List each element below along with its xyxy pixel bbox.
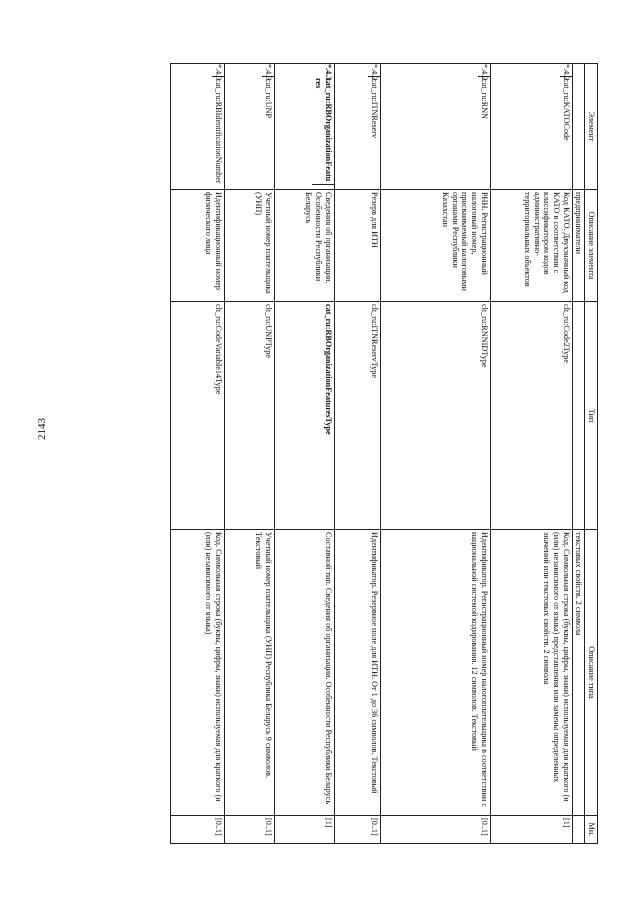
element-type: clt_ru:ITNReservType: [334, 302, 380, 530]
header-type-description: Описание типа: [585, 530, 598, 816]
type-description: Идентификатор. Резервное поле для ИТН. От 1 до 36 символов. Текстовый: [334, 530, 380, 816]
type-description: Составной тип. Сведения об организации. Особенности Республики Беларусь: [274, 530, 334, 816]
element-code: cat_ru:ITNReserv: [368, 76, 380, 189]
type-description: Идентификатор. Регистрационный номер налогоплательщика в соответствии с национальной системой кодирования. 12 символов. Текстовый: [380, 530, 490, 816]
element-number: *.4.3: [213, 64, 223, 81]
element-cell: [380, 64, 490, 190]
table-header-row: [585, 64, 598, 844]
header-element-description: Описание элемента: [585, 190, 598, 302]
multiplicity: [0..1]: [334, 816, 380, 844]
table-row: [334, 64, 380, 844]
continuation-multiplicity: [572, 816, 585, 844]
element-cell: [334, 64, 380, 190]
header-element: Элемент: [585, 64, 598, 190]
type-description: Учетный номер плательщика (УНП) Республика Беларусь 9 символов. Текстовый: [224, 530, 274, 816]
element-number: *.4.2: [369, 64, 379, 81]
table-row: [490, 64, 572, 844]
elements-table: [170, 63, 598, 844]
element-type: clt_ru:RNNIDType: [380, 302, 490, 530]
header-multiplicity: Мн.: [585, 816, 598, 844]
element-description: Учетный номер плательщика (УНП): [224, 190, 274, 302]
rotated-table-container: [88, 63, 598, 843]
element-number: *.4.2: [561, 64, 571, 81]
element-number: *.4.3: [263, 64, 273, 81]
type-description: Код. Символьная строка (буквы, цифры, знаки) используемая для краткого (и (или) независимого от языка) представления или замены определенных значений или текстовых свойств. 2 символа: [490, 530, 572, 816]
continuation-row: [572, 64, 585, 844]
continuation-element: [572, 64, 585, 190]
table-row: [380, 64, 490, 844]
element-number: *.4.2: [479, 64, 489, 81]
element-description: Идентификационный номер физического лица: [170, 190, 224, 302]
element-cell: [490, 64, 572, 190]
type-description: Код. Символьная строка (буквы, цифры, знаки) используемая для краткого (и (или) независимого от языка): [170, 530, 224, 816]
element-code: cat_ru:RNN: [478, 76, 490, 189]
multiplicity: [1]: [490, 816, 572, 844]
table-row-group: [274, 64, 334, 844]
element-type: clt_ru:CodeVariable14Type: [170, 302, 224, 530]
continuation-type: [572, 302, 585, 530]
element-description: Резерв для ИТН: [334, 190, 380, 302]
element-description: РНН. Регистрационный налоговый номер, присваиваемый налоговыми органами Республики Казахстан: [380, 190, 490, 302]
element-cell: [274, 64, 334, 190]
table-row: [170, 64, 224, 844]
page-number: 2143: [36, 418, 48, 440]
multiplicity: [0..1]: [380, 816, 490, 844]
element-code: cat_ru:KATOCode: [560, 76, 572, 189]
header-type: Тип: [585, 302, 598, 530]
element-cell: [224, 64, 274, 190]
element-description: Код КАТО. Двухзначный код КАТО в соответствии с классификатором кодов административно-территориальных объектов: [490, 190, 572, 302]
element-type: cat_ru:RBOrganizationFeaturesType: [274, 302, 334, 530]
multiplicity: [1]: [274, 816, 334, 844]
element-number: *.4.3.: [323, 64, 333, 83]
multiplicity: [0..1]: [224, 816, 274, 844]
continuation-element-description: предприниматели: [572, 190, 585, 302]
element-code: cat_ru:RBIdentificationNumber: [212, 76, 224, 189]
element-code: cat_ru:UNP: [262, 76, 274, 189]
element-type: clt_ru:Code2Type: [490, 302, 572, 530]
element-code: cat_ru:RBOrganizationFeatures: [312, 76, 333, 185]
element-type: clt_ru:UNPType: [224, 302, 274, 530]
continuation-type-description: текстовых свойств. 2 символа: [572, 530, 585, 816]
table-row: [224, 64, 274, 844]
element-description: Сведения об организации. Особенности Республики Беларусь: [274, 190, 334, 302]
multiplicity: [0..1]: [170, 816, 224, 844]
element-cell: [170, 64, 224, 190]
